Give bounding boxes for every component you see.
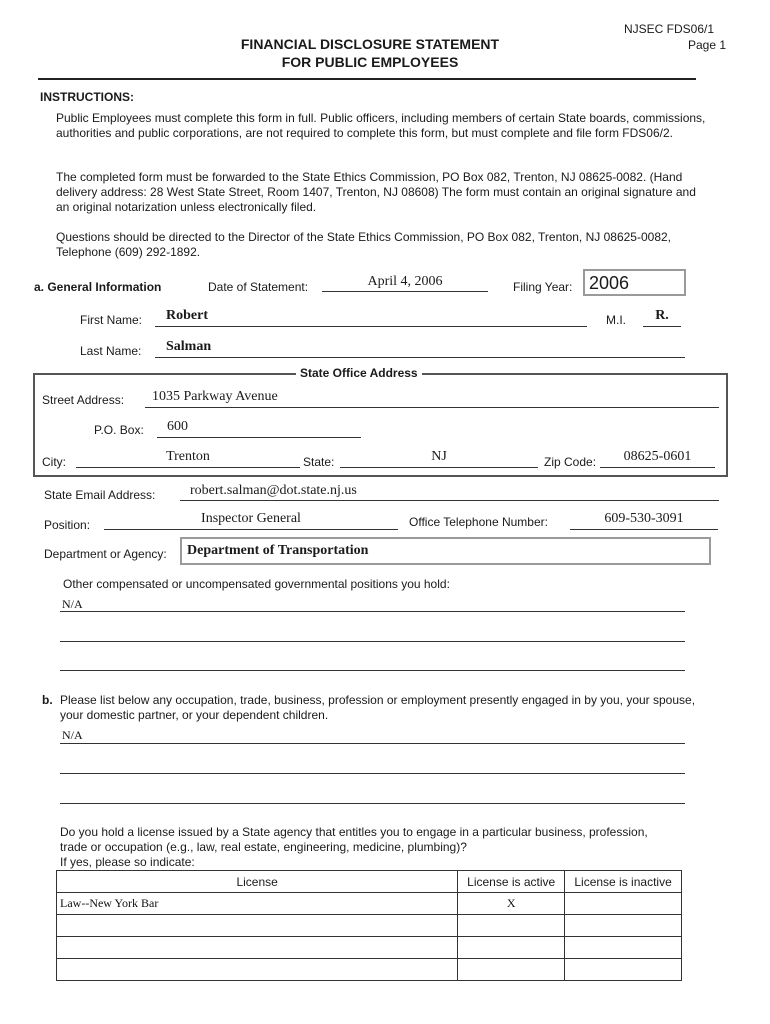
position-field[interactable]: Inspector General — [201, 511, 301, 526]
state-email-label: State Email Address: — [44, 488, 156, 502]
department-box[interactable] — [180, 537, 711, 565]
zip-underline — [600, 467, 715, 468]
title-rule — [38, 78, 696, 80]
form-id: NJSEC FDS06/1 — [624, 22, 715, 36]
license-table — [56, 870, 682, 981]
state-email-field[interactable]: robert.salman@dot.state.nj.us — [190, 483, 357, 498]
occupation-line-3 — [60, 803, 685, 804]
mi-label: M.I. — [606, 313, 626, 327]
city-underline — [76, 467, 300, 468]
other-positions-line-1 — [60, 611, 685, 612]
license-inactive-cell[interactable] — [565, 959, 682, 981]
section-a-label: a. General Information — [34, 280, 162, 294]
date-of-statement-label: Date of Statement: — [208, 280, 309, 294]
filing-year-label: Filing Year: — [513, 280, 573, 294]
license-inactive-cell[interactable] — [565, 937, 682, 959]
email-underline — [180, 500, 719, 501]
first-name-underline — [155, 326, 587, 327]
state-underline — [340, 467, 538, 468]
first-name-field[interactable]: Robert — [166, 308, 208, 323]
instructions-paragraph-2: The completed form must be forwarded to the State Ethics Commission, PO Box 082, Trenton, NJ 08625-0082. (Hand delivery address: 28 West State Street, Room 1407, Trenton, NJ 08608) The form must contain an original signature and an original notarization unless electronically filed. — [56, 170, 696, 214]
department-value: Department of Transportation — [187, 543, 369, 558]
other-positions-line-2 — [60, 641, 685, 642]
office-telephone-field[interactable]: 609-530-3091 — [604, 511, 684, 526]
last-name-label: Last Name: — [80, 344, 142, 358]
instructions-paragraph-3: Questions should be directed to the Director of the State Ethics Commission, PO Box 082, Trenton, NJ 08625-0082, Telephone (609) 292-1892. — [56, 230, 671, 259]
other-positions-line-3 — [60, 670, 685, 671]
section-b-prompt: Please list below any occupation, trade, business, profession or employment presently engaged in by you, your spouse, your domestic partner, or your dependent children. — [60, 693, 696, 722]
license-inactive-column-header: License is inactive — [565, 871, 682, 893]
section-b-marker: b. — [42, 693, 53, 707]
page-number: Page 1 — [688, 38, 727, 52]
license-name-cell[interactable] — [57, 937, 458, 959]
license-name-cell[interactable]: Law--New York Bar — [57, 893, 458, 915]
position-label: Position: — [44, 518, 91, 532]
license-prompt-line1: Do you hold a license issued by a State agency that entitles you to engage in a particular business, profession, — [60, 825, 648, 839]
license-active-column-header: License is active — [458, 871, 565, 893]
filing-year-value: 2006 — [589, 273, 630, 293]
po-box-label: P.O. Box: — [94, 423, 144, 437]
last-name-underline — [155, 357, 685, 358]
last-name-field[interactable]: Salman — [166, 339, 212, 354]
table-row — [57, 915, 682, 937]
occupation-line-1 — [60, 743, 685, 744]
instructions-paragraph-1: Public Employees must complete this form in full. Public officers, including members of certain State boards, commissions, authorities and public corporations, are not required to complete this form, but must complete and file form FDS06/2. — [56, 111, 706, 140]
license-table-header — [57, 871, 682, 893]
table-row — [57, 893, 682, 915]
filing-year-box[interactable] — [583, 269, 686, 296]
form-title-line2: FOR PUBLIC EMPLOYEES — [281, 54, 459, 70]
table-row — [57, 937, 682, 959]
mi-field[interactable]: R. — [655, 308, 669, 323]
other-positions-answer[interactable]: N/A — [62, 597, 83, 611]
other-positions-prompt: Other compensated or uncompensated governmental positions you hold: — [63, 577, 450, 591]
state-field[interactable]: NJ — [431, 449, 447, 464]
date-of-statement-field[interactable]: April 4, 2006 — [367, 274, 443, 289]
position-underline — [104, 529, 398, 530]
occupation-line-2 — [60, 773, 685, 774]
state-label: State: — [303, 455, 335, 469]
instructions-heading: INSTRUCTIONS: — [40, 90, 134, 104]
license-column-header: License — [57, 871, 458, 893]
city-field[interactable]: Trenton — [166, 449, 210, 464]
license-name-cell[interactable] — [57, 915, 458, 937]
po-box-underline — [157, 437, 361, 438]
license-inactive-cell[interactable] — [565, 915, 682, 937]
city-label: City: — [42, 455, 66, 469]
zip-code-field[interactable]: 08625-0601 — [623, 449, 692, 464]
license-prompt-line3: If yes, please so indicate: — [60, 855, 195, 869]
table-row — [57, 959, 682, 981]
license-active-cell[interactable] — [458, 937, 565, 959]
first-name-label: First Name: — [80, 313, 143, 327]
street-address-field[interactable]: 1035 Parkway Avenue — [152, 389, 278, 404]
zip-code-label: Zip Code: — [544, 455, 597, 469]
state-office-address-title: State Office Address — [296, 366, 422, 380]
mi-underline — [643, 326, 681, 327]
license-prompt-line2: trade or occupation (e.g., law, real estate, engineering, medicine, plumbing)? — [60, 840, 467, 854]
license-active-cell[interactable]: X — [458, 893, 565, 915]
date-underline — [322, 291, 488, 292]
license-name-cell[interactable] — [57, 959, 458, 981]
department-label: Department or Agency: — [44, 547, 167, 561]
license-active-cell[interactable] — [458, 959, 565, 981]
po-box-field[interactable]: 600 — [167, 419, 188, 434]
street-underline — [145, 407, 719, 408]
form-title-line1: FINANCIAL DISCLOSURE STATEMENT — [240, 36, 500, 52]
license-inactive-cell[interactable] — [565, 893, 682, 915]
office-telephone-label: Office Telephone Number: — [409, 515, 548, 529]
occupation-answer[interactable]: N/A — [62, 728, 83, 742]
telephone-underline — [570, 529, 718, 530]
license-active-cell[interactable] — [458, 915, 565, 937]
street-address-label: Street Address: — [42, 393, 125, 407]
